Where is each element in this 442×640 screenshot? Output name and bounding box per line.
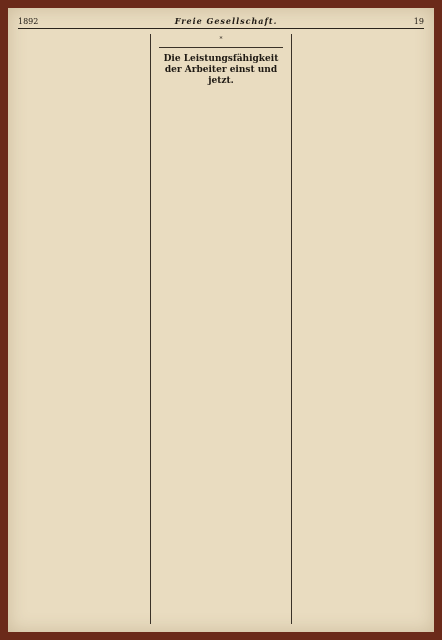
publication-title: Freie Gesellschaft. xyxy=(174,16,278,26)
masthead xyxy=(18,16,424,29)
section-divider xyxy=(159,47,283,48)
newspaper-page xyxy=(8,8,434,632)
column-middle xyxy=(159,34,283,624)
column-rule xyxy=(291,34,292,624)
column-left xyxy=(18,34,142,624)
article-headline: Die Leistungsfähigkeit der Arbeiter einst und jetzt. xyxy=(163,54,279,87)
issue-year: 1892 xyxy=(18,17,39,26)
section-star: * xyxy=(219,36,223,43)
article-columns xyxy=(18,34,424,624)
column-right xyxy=(300,34,424,624)
page-number: 19 xyxy=(413,17,424,26)
column-rule xyxy=(150,34,151,624)
